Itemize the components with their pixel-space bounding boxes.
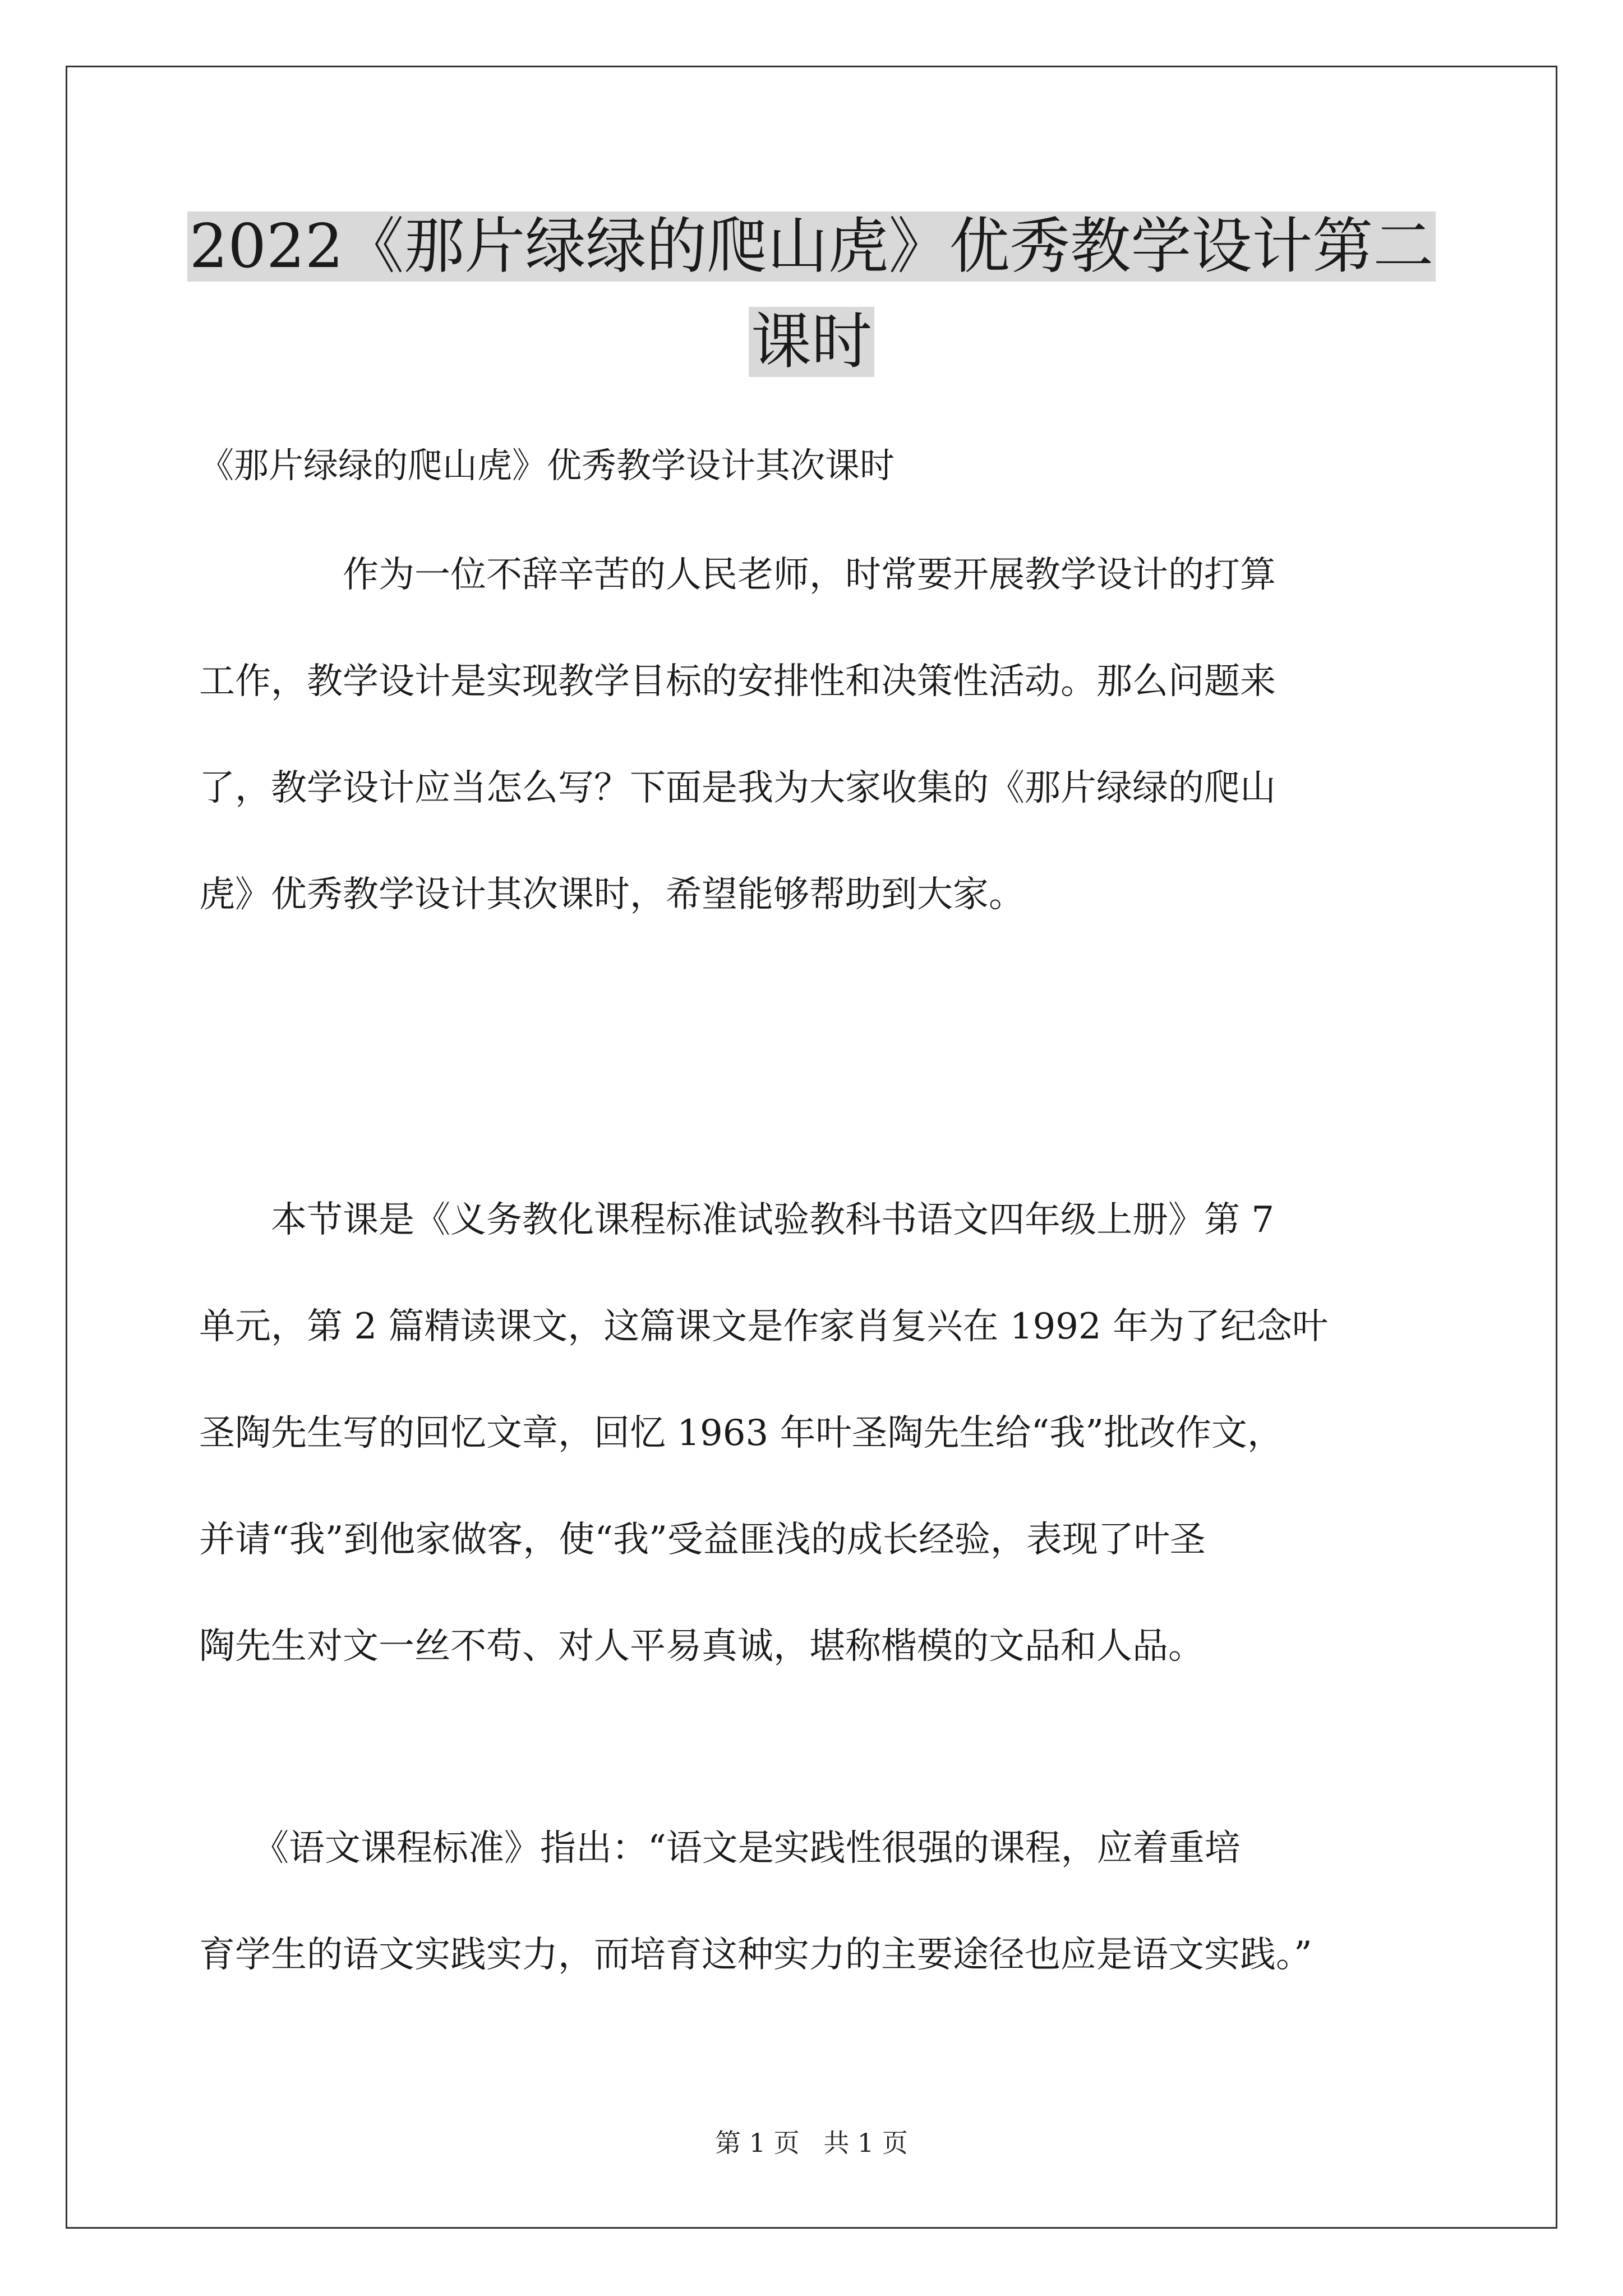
paragraph-line: 了，教学设计应当怎么写？下面是我为大家收集的《那片绿绿的爬山 [199, 767, 1276, 809]
paragraph-lesson-context [199, 1167, 1422, 1700]
paragraph-line: 圣陶先生写的回忆文章，回忆 1963 年叶圣陶先生给“我”批改作文， [199, 1412, 1283, 1454]
paragraph-line: 单元，第 2 篇精读课文，这篇课文是作家肖复兴在 1992 年为了纪念叶 [199, 1306, 1328, 1347]
paragraph-intro [199, 522, 1422, 948]
paragraph-line: 工作，教学设计是实现教学目标的安排性和决策性活动。那么问题来 [199, 661, 1276, 702]
document-subtitle: 《那片绿绿的爬山虎》优秀教学设计其次课时 [199, 445, 895, 486]
paragraph-line: 虎》优秀教学设计其次课时，希望能够帮助到大家。 [199, 874, 1025, 915]
paragraph-curriculum-standard [199, 1795, 1422, 2008]
page-number: 第 1 页 [715, 2128, 800, 2158]
paragraph-line: 育学生的语文实践实力，而培育这种实力的主要途径也应是语文实践。” [199, 1934, 1312, 1976]
paragraph-line: 《语文课程标准》指出：“语文是实践性很强的课程，应着重培 [199, 1828, 1241, 1869]
paragraph-line: 作为一位不辞辛苦的人民老师，时常要开展教学设计的打算 [199, 554, 1276, 596]
paragraph-line: 陶先生对文一丝不苟、对人平易真诚，堪称楷模的文品和人品。 [199, 1626, 1204, 1667]
page-total: 共 1 页 [823, 2128, 908, 2158]
paragraph-line: 本节课是《义务教化课程标准试验教科书语文四年级上册》第 7 [199, 1199, 1275, 1241]
title-line-2: 课时 [749, 307, 874, 377]
paragraph-line: 并请“我”到他家做客，使“我”受益匪浅的成长经验，表现了叶圣 [199, 1519, 1206, 1561]
title-line-1: 2022《那片绿绿的爬山虎》优秀教学设计第二 [187, 211, 1436, 282]
document-title [168, 199, 1455, 390]
page-footer [0, 2126, 1623, 2160]
